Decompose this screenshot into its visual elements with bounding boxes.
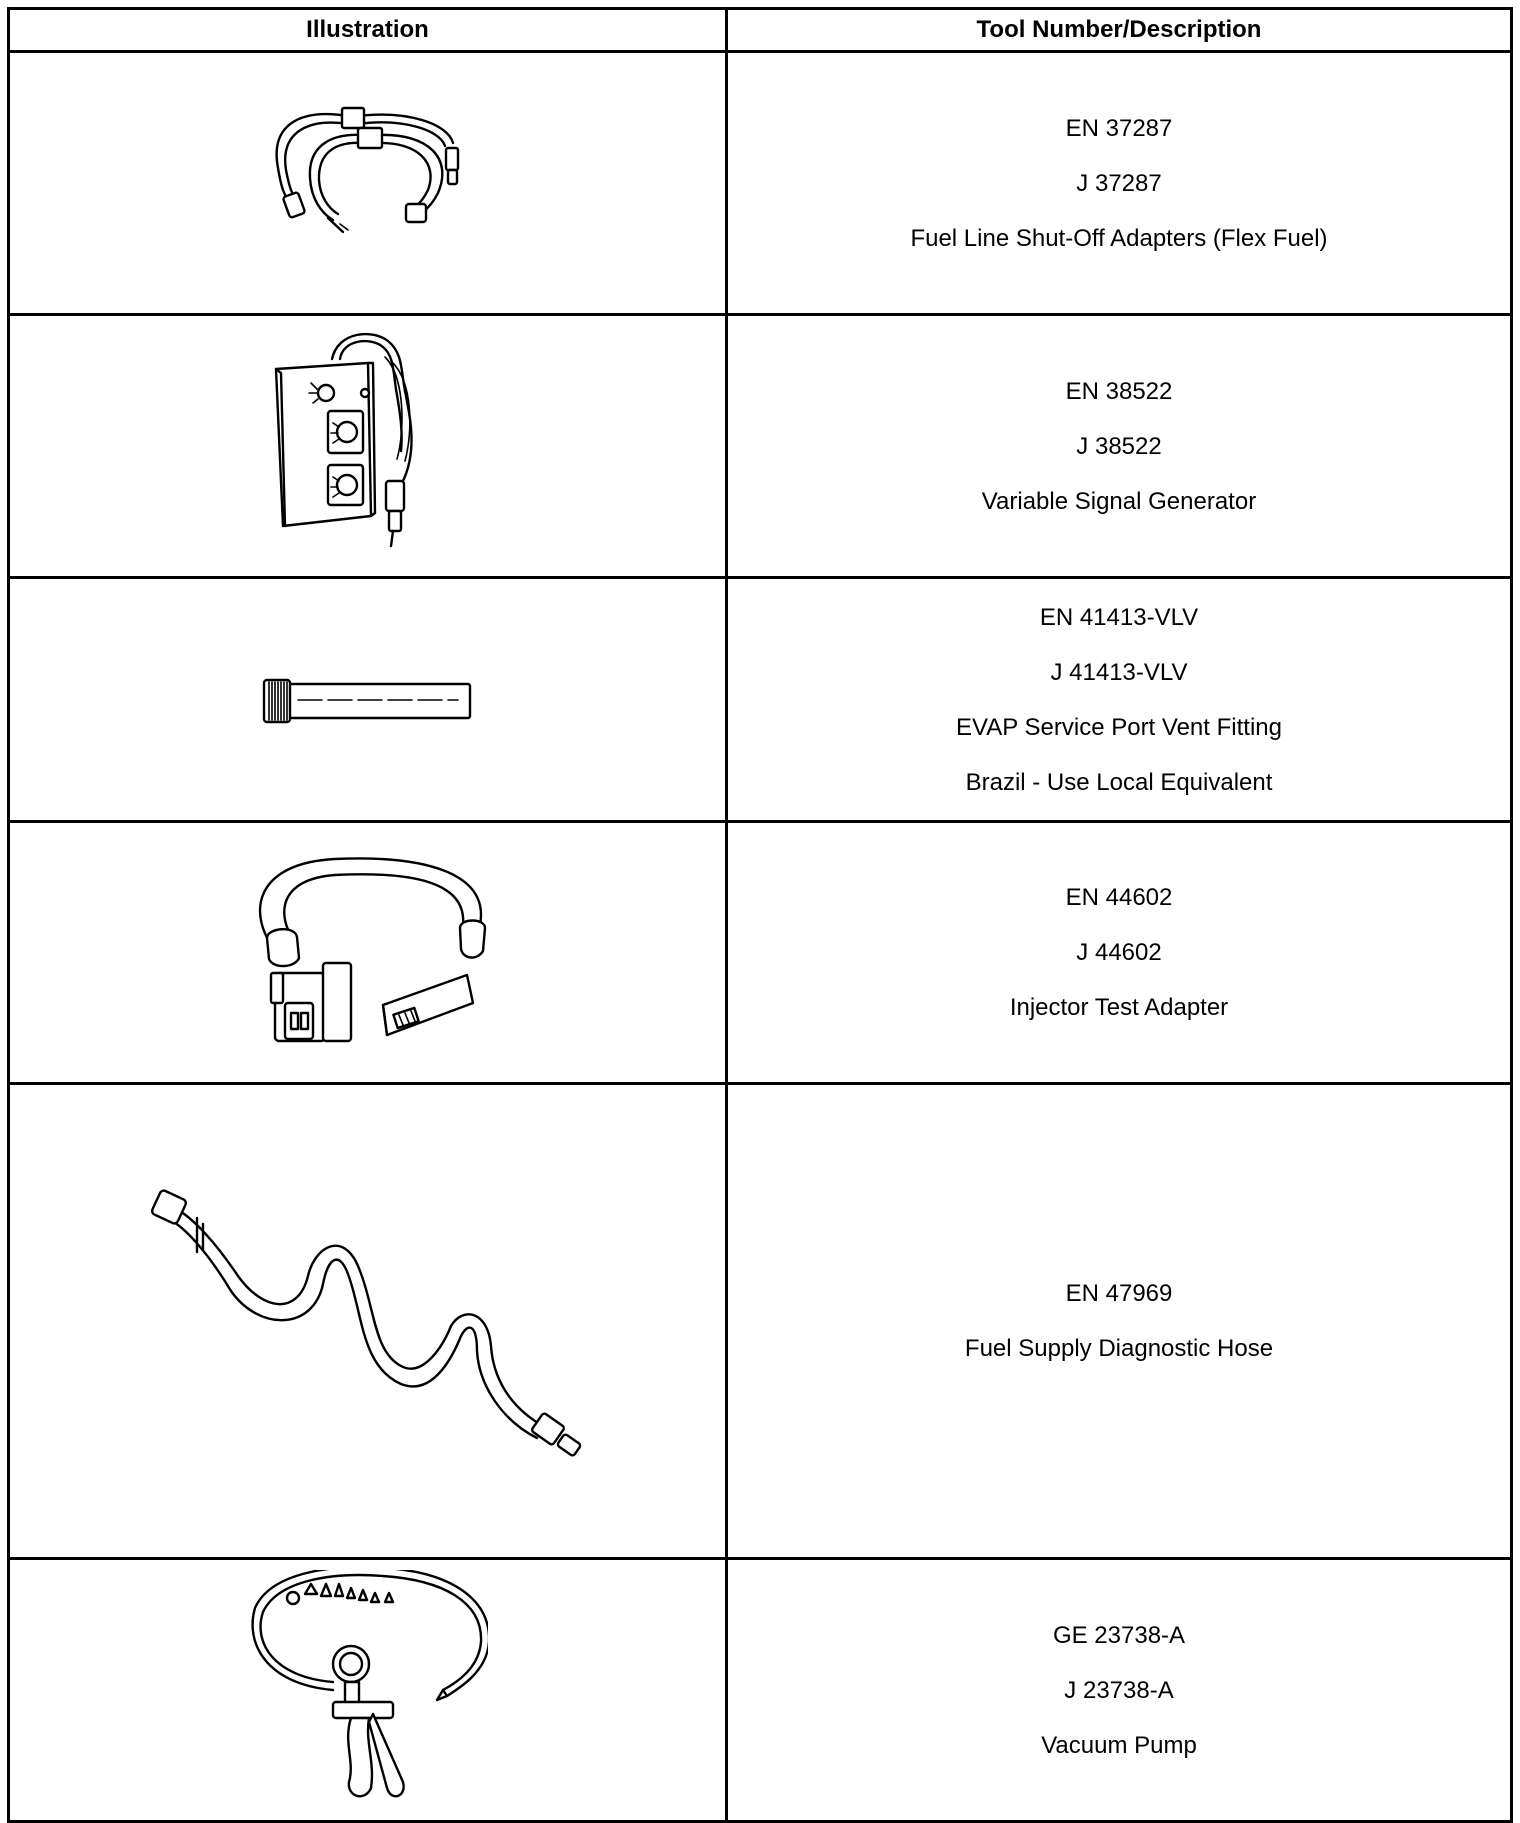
tool-description: Fuel Line Shut-Off Adapters (Flex Fuel): [910, 224, 1328, 252]
tool-number-en: EN 44602: [1065, 884, 1173, 911]
header-row: [9, 9, 1512, 52]
tool-description: Fuel Supply Diagnostic Hose: [964, 1335, 1274, 1362]
tool-description-cell: [727, 52, 1512, 315]
vacuum-pump-icon: [248, 1570, 488, 1810]
illustration-cell: [9, 822, 727, 1084]
illustration-cell: [9, 315, 727, 578]
table-row: [9, 315, 1512, 578]
table-row: [9, 822, 1512, 1084]
table-row: [9, 578, 1512, 822]
header-illustration: Illustration: [9, 9, 727, 52]
tool-number-en: EN 37287: [1065, 114, 1173, 142]
tool-description-cell: [727, 1559, 1512, 1822]
tool-number-j: J 44602: [1076, 939, 1162, 966]
tool-number-en: EN 41413-VLV: [1039, 603, 1199, 631]
tool-number-j: J 23738-A: [1064, 1676, 1174, 1704]
tool-number-j: J 41413-VLV: [1050, 658, 1188, 686]
tool-description-cell: [727, 1084, 1512, 1559]
table-row: [9, 52, 1512, 315]
tool-description-cell: [727, 315, 1512, 578]
tool-number-j: J 38522: [1076, 432, 1162, 460]
tool-number-j: J 37287: [1076, 169, 1162, 197]
injector-test-adapter-icon: [248, 853, 488, 1053]
illustration-cell: [9, 578, 727, 822]
vent-fitting-icon: [258, 675, 478, 725]
tool-note: Brazil - Use Local Equivalent: [965, 768, 1273, 796]
table-row: [9, 1084, 1512, 1559]
special-tools-table: [7, 7, 1513, 1823]
illustration-cell: [9, 1084, 727, 1559]
fuel-line-adapters-icon: [253, 83, 483, 283]
tool-description: EVAP Service Port Vent Fitting: [956, 713, 1282, 741]
tool-number-en: EN 38522: [1065, 377, 1173, 405]
header-tool-description: Tool Number/Description: [727, 9, 1512, 52]
illustration-cell: [9, 1559, 727, 1822]
tool-description: Injector Test Adapter: [1009, 994, 1229, 1021]
tool-description: Variable Signal Generator: [981, 487, 1257, 515]
fuel-supply-hose-icon: [148, 1171, 588, 1471]
tool-description: Vacuum Pump: [1041, 1731, 1197, 1759]
tool-description-cell: [727, 578, 1512, 822]
illustration-cell: [9, 52, 727, 315]
tool-number-ge: GE 23738-A: [1052, 1621, 1186, 1649]
table-row: [9, 1559, 1512, 1822]
signal-generator-icon: [268, 329, 468, 564]
tool-number-en: EN 47969: [1065, 1280, 1173, 1307]
tool-description-cell: [727, 822, 1512, 1084]
